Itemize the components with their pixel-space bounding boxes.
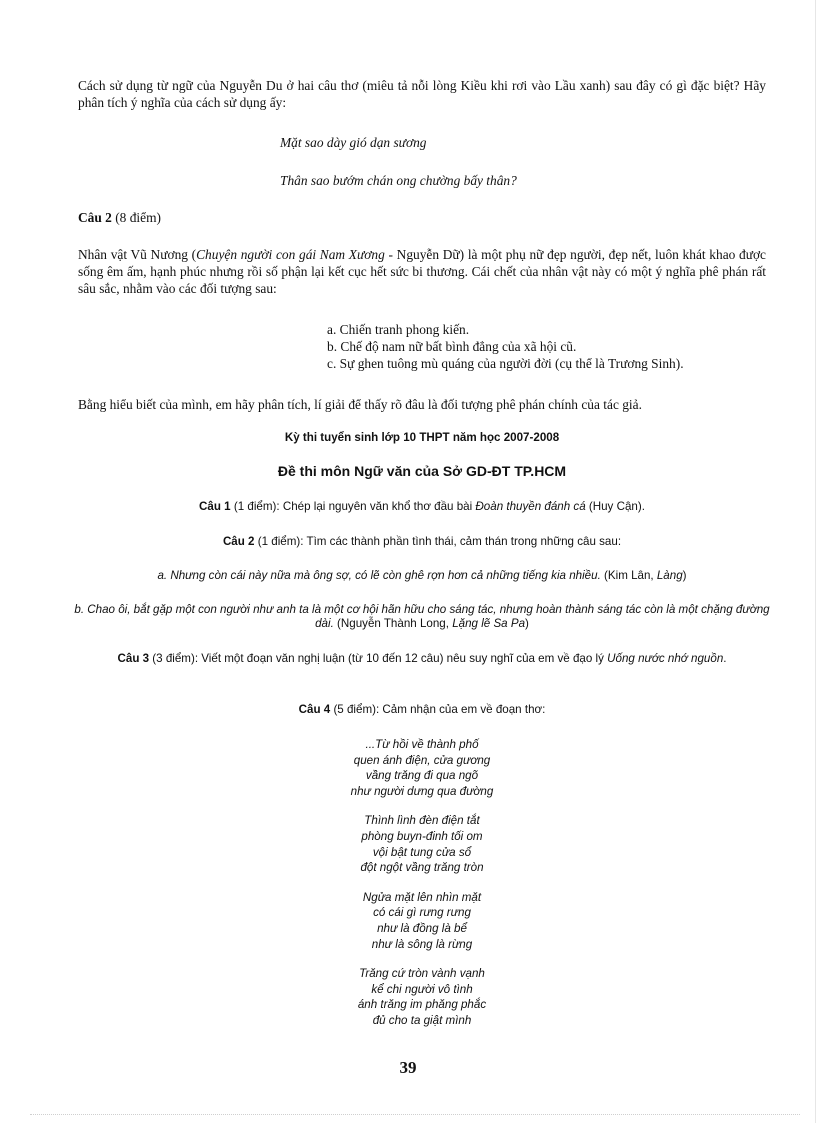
poem-line: đủ cho ta giật mình: [372, 1013, 472, 1027]
poem: [234, 737, 610, 1029]
q1-work: Đoàn thuyền đánh cá: [475, 500, 586, 513]
q1-label: Câu 1: [199, 500, 231, 513]
q2-item-b: [74, 603, 770, 631]
page-bottom-divider: [30, 1114, 800, 1115]
q3-end: .: [723, 652, 727, 665]
q3-topic: Uống nước nhớ nguồn: [607, 652, 724, 665]
q2-a-author: (Kim Lân,: [600, 569, 657, 582]
q2-b-quote: b. Chao ôi, bắt gặp một con người như anh ta là một cơ hội hãn hữu cho sáng tác, nhưng hoàn thành sáng tác còn là một chặng đường dài.: [74, 603, 770, 630]
poem-line: Ngửa mặt lên nhìn mặt: [362, 890, 482, 904]
q2-item-a: [78, 569, 766, 583]
cau2-option-c: c. Sự ghen tuông mù quáng của người đời (cụ thể là Trương Sinh).: [327, 356, 684, 371]
question-intro: [78, 77, 766, 111]
poem-stanza-3: [234, 890, 610, 952]
q3-label: Câu 3: [117, 652, 150, 665]
cau2-work-title: Chuyện người con gái Nam Xương: [196, 247, 385, 262]
cau2-points: (8 điểm): [115, 210, 161, 225]
poem-line: đột ngột vầng trăng tròn: [360, 861, 484, 875]
poem-stanza-4: [234, 966, 610, 1028]
cau2-text-rest: - Nguyễn Dữ) là một phụ nữ đẹp người, đẹp nết, luôn khát khao được sống êm ấm, hạnh phúc nhưng rồi số phận lại kết cục hết sức bi thương. Cái chết của nhân vật này có một ý nghĩa phê phán rất sâu sắc, nhằm vào các đối tượng sau:: [78, 247, 766, 296]
q2-line: [78, 535, 766, 549]
poem-line: ánh trăng im phăng phắc: [357, 998, 487, 1012]
poem-line: như là đồng là bể: [377, 921, 467, 935]
cau2-heading: [78, 209, 161, 226]
q2-a-quote: a. Nhưng còn cái này nữa mà ông sợ, có lẽ còn ghê rợn hơn cả những tiếng kia nhiều.: [157, 569, 601, 582]
poem-line: Thình lình đèn điện tắt: [364, 814, 480, 828]
poem-line: vội bật tung cửa sổ: [372, 845, 472, 859]
page-number: 39: [399, 1058, 417, 1077]
q2-a-work: Làng: [656, 569, 683, 582]
q4-line: [78, 703, 766, 717]
cau2-options-list: [327, 321, 777, 372]
poem-stanza-2: [234, 813, 610, 875]
q1-points: (1 điểm): [230, 500, 277, 513]
q2-a-end: ): [682, 569, 687, 582]
cau2-option-a: a. Chiến tranh phong kiến.: [327, 322, 470, 337]
q2-b-end: ): [525, 617, 529, 630]
poem-line: như người dưng qua đường: [350, 784, 494, 798]
cau2-closing: Bằng hiểu biết của mình, em hãy phân tích, lí giải để thấy rõ đâu là đối tượng phê phán chính của tác giả.: [78, 397, 642, 412]
poem-line: vầng trăng đi qua ngõ: [365, 769, 479, 783]
poem-line: quen ánh điện, cửa gương: [353, 753, 491, 767]
q1-text: : Chép lại nguyên văn khổ thơ đầu bài: [276, 500, 476, 513]
q1-author: (Huy Cận).: [585, 500, 645, 513]
cau2-option-b: b. Chế độ nam nữ bất bình đẳng của xã hội cũ.: [327, 339, 577, 354]
question-intro-text: Cách sử dụng từ ngữ của Nguyễn Du ở hai câu thơ (miêu tả nỗi lòng Kiều khi rơi vào Lầu xanh) sau đây có gì đặc biệt? Hãy phân tích ý nghĩa của cách sử dụng ấy:: [78, 78, 766, 110]
cau2-text-start: Nhân vật Vũ Nương (: [78, 247, 197, 262]
q2-b-work: Lặng lẽ Sa Pa: [452, 617, 526, 630]
q2-text: : Tìm các thành phần tình thái, cảm thán trong những câu sau:: [300, 535, 622, 548]
q2-b-author: (Nguyễn Thành Long,: [333, 617, 453, 630]
q4-text: : Cảm nhận của em về đoạn thơ:: [375, 703, 546, 716]
q3-text: : Viết một đoạn văn nghị luận (từ 10 đến 12 câu) nêu suy nghĩ của em về đạo lý: [194, 652, 608, 665]
q2-points: (1 điểm): [254, 535, 301, 548]
poem-line: phòng buyn-đinh tối om: [361, 829, 483, 843]
q3-points: (3 điểm): [149, 652, 195, 665]
verse-line-1: Mặt sao dày gió dạn sương: [280, 135, 427, 150]
q1-line: [78, 500, 766, 514]
poem-line: như là sông là rừng: [371, 937, 473, 951]
q4-points: (5 điểm): [330, 703, 376, 716]
q2-label: Câu 2: [222, 535, 255, 548]
poem-line: ...Từ hồi về thành phố: [365, 738, 479, 751]
cau2-paragraph: [78, 246, 766, 297]
poem-stanza-1: [234, 737, 610, 799]
q4-label: Câu 4: [298, 703, 331, 716]
exam-title: Kỳ thi tuyển sinh lớp 10 THPT năm học 2007-2008: [284, 431, 560, 444]
q3-line: [78, 652, 766, 666]
cau2-label: Câu 2: [78, 210, 112, 225]
exam-subtitle: Đề thi môn Ngữ văn của Sở GD-ĐT TP.HCM: [277, 463, 567, 479]
poem-line: Trăng cứ tròn vành vạnh: [359, 967, 485, 981]
poem-line: kể chi người vô tình: [371, 982, 473, 996]
poem-line: có cái gì rưng rưng: [373, 906, 471, 920]
verse-line-2: Thân sao bướm chán ong chường bấy thân?: [280, 173, 517, 188]
